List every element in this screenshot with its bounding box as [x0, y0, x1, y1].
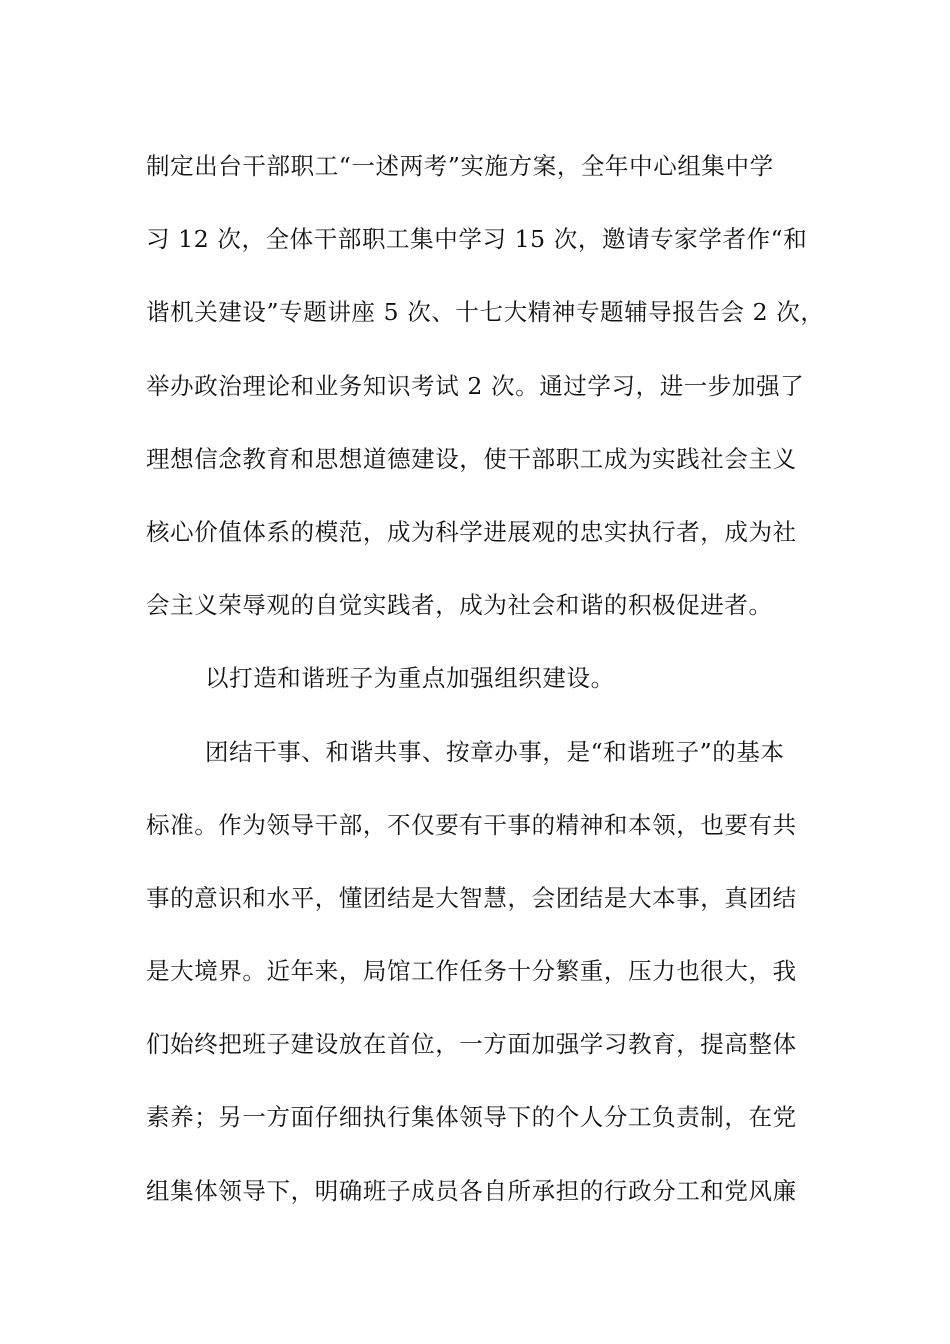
section-heading: 以打造和谐班子为重点加强组织建设。 [205, 664, 615, 693]
text-line: 核心价值体系的模范，成为科学进展观的忠实执行者，成为社 [146, 517, 797, 546]
text-line: 理想信念教育和思想道德建设，使干部职工成为实践社会主义 [146, 444, 797, 473]
text-line: 事的意识和水平，懂团结是大智慧，会团结是大本事，真团结 [146, 883, 797, 912]
text-line: 组集体领导下，明确班子成员各自所承担的行政分工和党风廉 [146, 1176, 797, 1205]
text-line: 们始终把班子建设放在首位，一方面加强学习教育，提高整体 [146, 1030, 797, 1059]
text-line: 会主义荣辱观的自觉实践者，成为社会和谐的积极促进者。 [146, 591, 773, 620]
text-line: 是大境界。近年来，局馆工作任务十分繁重，压力也很大，我 [146, 957, 797, 986]
text-line: 习 12 次，全体干部职工集中学习 15 次，邀请专家学者作“和 [146, 225, 808, 254]
paragraph-first-line: 团结干事、和谐共事、按章办事，是“和谐班子”的基本 [205, 737, 785, 766]
text-line: 谐机关建设”专题讲座 5 次、十七大精神专题辅导报告会 2 次， [146, 298, 825, 327]
body-text [146, 130, 825, 1228]
text-line: 制定出台干部职工“一述两考”实施方案，全年中心组集中学 [146, 152, 774, 180]
text-line: 举办政治理论和业务知识考试 2 次。通过学习，进一步加强了 [146, 371, 805, 400]
text-line: 标准。作为领导干部，不仅要有干事的精神和本领，也要有共 [146, 810, 797, 839]
text-line: 素养；另一方面仔细执行集体领导下的个人分工负责制，在党 [146, 1103, 797, 1132]
